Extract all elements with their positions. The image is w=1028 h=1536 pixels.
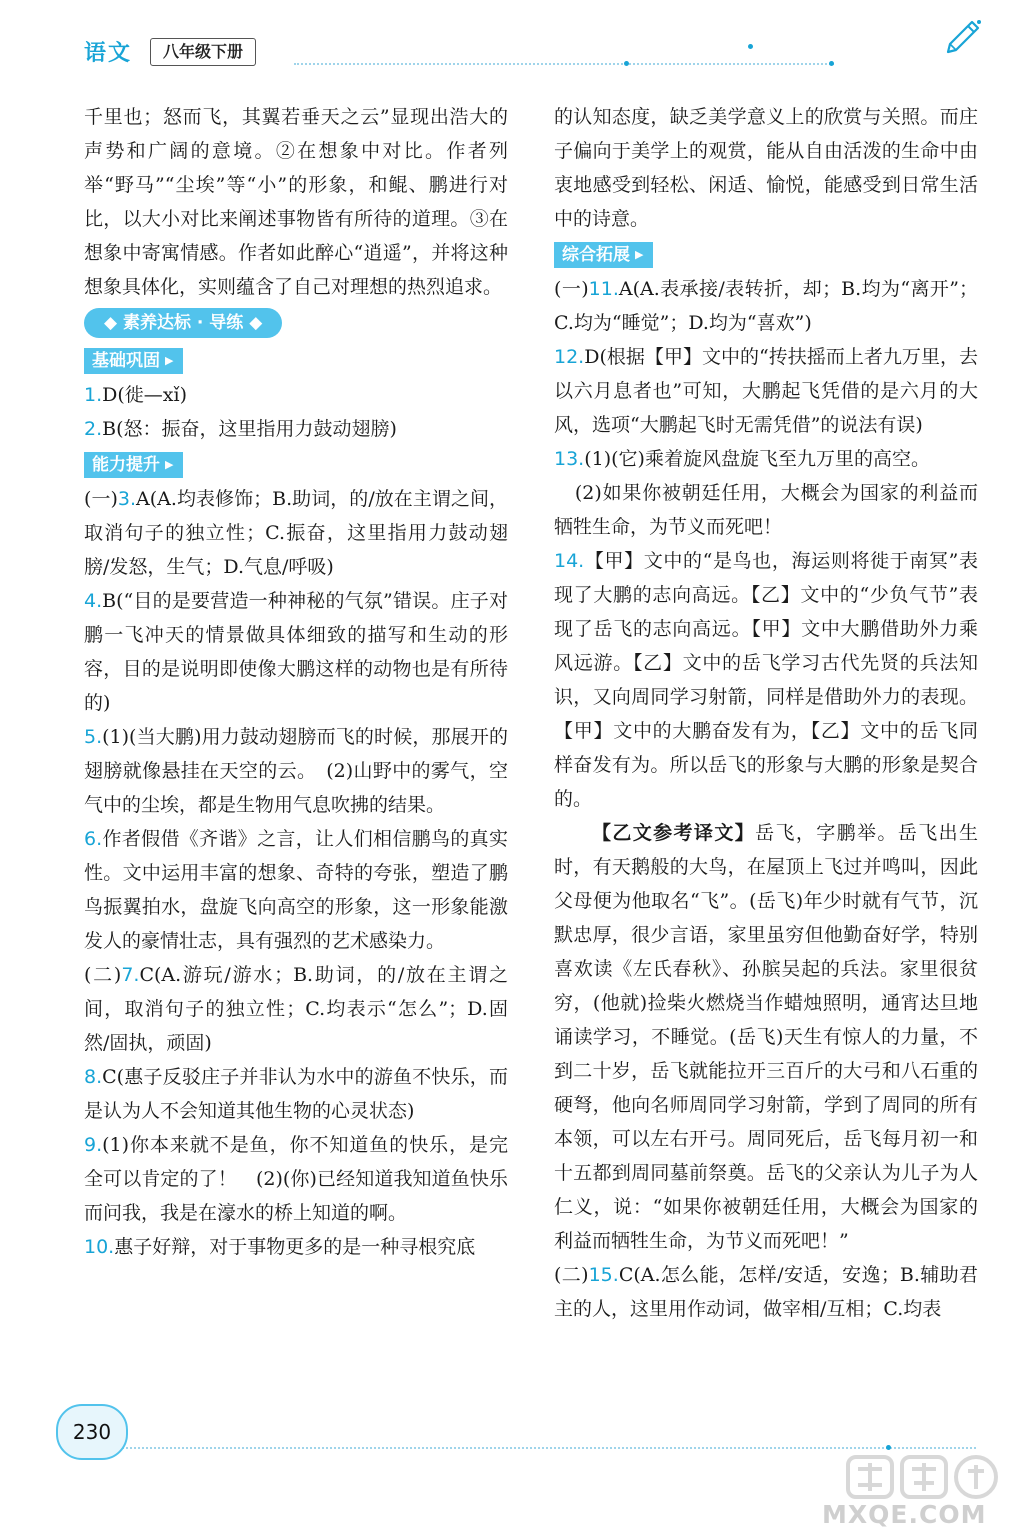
- translation-title: 【乙文参考译文】: [592, 822, 756, 844]
- item-text: C(A.怎么能，怎样/安适，安逸；B.辅助君主的人，这里用作动词，做宰相/互相；C.均表: [554, 1264, 978, 1320]
- group-prefix: (二): [554, 1264, 589, 1286]
- item-number: 5.: [84, 726, 103, 748]
- answer-item: [554, 272, 978, 340]
- item-text: 惠子好辩，对于事物更多的是一种寻根究底: [114, 1236, 476, 1258]
- group-prefix: (一): [84, 488, 118, 510]
- item-text: C(惠子反驳庄子并非认为水中的游鱼不快乐，而是认为人不会知道其他生物的心灵状态): [84, 1066, 508, 1122]
- item-number: 12.: [554, 346, 585, 368]
- item-number: 14.: [554, 550, 585, 572]
- item-number: 13.: [554, 448, 585, 470]
- item-text: B(怒：振奋，这里指用力鼓动翅膀): [102, 418, 397, 440]
- section-tag-ability: [84, 452, 183, 478]
- triangle-right-icon: ▶: [635, 248, 644, 261]
- item-number: 1.: [84, 384, 103, 406]
- item-text: (1)(它)乘着旋风盘旋飞至九万里的高空。: [584, 448, 930, 470]
- item-text: 作者假借《齐谐》之言，让人们相信鹏鸟的真实性。文中运用丰富的想象、奇特的夸张，塑造了鹏鸟振翼拍水，盘旋飞向高空的形象，这一形象能激发人的豪情壮志，具有强烈的艺术感染力。: [84, 828, 508, 952]
- watermark-text: MXQE.COM: [822, 1500, 987, 1529]
- section-tag-label: 能力提升: [92, 455, 160, 475]
- grade-label: 八年级下册: [150, 38, 256, 66]
- header-dot: [748, 44, 753, 49]
- item-text: (1)(当大鹏)用力鼓动翅膀而飞的时候，那展开的翅膀就像悬挂在天空的云。 (2)山野中的雾气，空气中的尘埃，都是生物用气息吹拂的结果。: [84, 726, 508, 816]
- answer-item: [84, 720, 508, 822]
- item-number: 10.: [84, 1236, 115, 1258]
- answer-item-continued: (2)如果你被朝廷任用，大概会为国家的利益而牺牲生命，为节义而死吧！: [554, 482, 978, 538]
- item-text: B(“目的是要营造一种神秘的气氛”错误。庄子对鹏一飞冲天的情景做具体细致的描写和生动的形容，目的是说明即使像大鹏这样的动物也是有所待的): [84, 590, 508, 714]
- answer-item: [84, 1128, 508, 1230]
- triangle-right-icon: ▶: [165, 458, 174, 471]
- answer-item: [84, 482, 508, 584]
- footer-dot: [886, 1445, 891, 1450]
- section-tag-extend: [554, 242, 653, 268]
- answer-item: [84, 1230, 508, 1264]
- translation-paragraph: [554, 816, 978, 1258]
- section-tag-basic: [84, 348, 183, 374]
- item-text: C(A.游玩/游水；B.助词，的/放在主谓之间，取消句子的独立性；C.均表示“怎么”；D.固然/固执，顽固): [84, 964, 508, 1054]
- left-column: [84, 100, 508, 1264]
- item-text: 【甲】文中的“是鸟也，海运则将徙于南冥”表现了大鹏的志向高远。【乙】文中的“少负气节”表现了岳飞的志向高远。【甲】文中大鹏借助外力乘风远游。【乙】文中的岳飞学习古代先贤的兵法知识，又向周同学习射箭，同样是借助外力的表现。【甲】文中的大鹏奋发有为，【乙】文中的岳飞同样奋发有为。所以岳飞的形象与大鹏的形象是契合的。: [554, 550, 978, 810]
- section-tag-label: 综合拓展: [562, 245, 630, 265]
- answer-item: [554, 340, 978, 442]
- subject-label: 语文: [84, 41, 133, 66]
- section-tag-label: 基础巩固: [92, 351, 160, 371]
- item-text: A(A.均表修饰；B.助词，的/放在主谓之间，取消句子的独立性；C.振奋，这里指用力鼓动翅膀/发怒，生气；D.气息/呼吸): [84, 488, 508, 578]
- header-dot: [829, 61, 834, 66]
- item-number: 3.: [117, 488, 137, 510]
- right-column: [554, 100, 978, 1326]
- item-number: 4.: [84, 590, 103, 612]
- item-text: D(根据【甲】文中的“抟扶摇而上者九万里，去以六月息者也”可知，大鹏起飞凭借的是六月的大风，选项“大鹏起飞时无需凭借”的说法有误): [554, 346, 978, 436]
- item-number: 9.: [84, 1134, 103, 1156]
- page-number: 230: [56, 1404, 128, 1460]
- section-banner: ◆ 素养达标 · 导练 ◆: [84, 308, 282, 338]
- page-header: [84, 36, 1004, 72]
- answer-item: [84, 378, 508, 412]
- paragraph: 的认知态度，缺乏美学意义上的欣赏与关照。而庄子偏向于美学上的观赏，能从自由活泼的生命中由衷地感受到轻松、闲适、愉悦，能感受到日常生活中的诗意。: [554, 106, 978, 230]
- translation-text: 岳飞，字鹏举。岳飞出生时，有天鹅般的大鸟，在屋顶上飞过并鸣叫，因此父母便为他取名“飞”。(岳飞)年少时就有气节，沉默忠厚，很少言语，家里虽穷但他勤奋好学，特别喜欢读《左氏春秋》、孙膑吴起的兵法。家里很贫穷，(他就)捡柴火燃烧当作蜡烛照明，通宵达旦地诵读学习，不睡觉。(岳飞)天生有惊人的力量，不到二十岁，岳飞就能拉开三百斤的大弓和八石重的硬弩，他向名师周同学习射箭，学到了周同的所有本领，可以左右开弓。周同死后，岳飞每月初一和十五都到周同墓前祭奠。岳飞的父亲认为儿子为人仁义，说：“如果你被朝廷任用，大概会为国家的利益而牺牲生命，为节义而死吧！”: [554, 822, 978, 1252]
- item-text: (1)你本来就不是鱼，你不知道鱼的快乐，是完全可以肯定的了！ (2)(你)已经知道我知道鱼快乐而问我，我是在濠水的桥上知道的啊。: [84, 1134, 508, 1224]
- answer-item: [554, 442, 978, 476]
- answer-item: [554, 544, 978, 816]
- answer-item: [84, 1060, 508, 1128]
- triangle-right-icon: ▶: [165, 354, 174, 367]
- footer-dotted-line: [118, 1447, 976, 1449]
- item-number: 7.: [121, 964, 140, 986]
- answer-item: [84, 958, 508, 1060]
- group-prefix: (二): [84, 964, 122, 986]
- item-text: A(A.表承接/表转折，却；B.均为“离开”；C.均为“睡觉”；D.均为“喜欢”): [554, 278, 979, 334]
- pen-icon: [942, 18, 982, 58]
- paragraph: 千里也；怒而飞，其翼若垂天之云”显现出浩大的声势和广阔的意境。②在想象中对比。作者列举“野马”“尘埃”等“小”的形象，和鲲、鹏进行对比，以大小对比来阐述事物皆有所待的道理。③在想象中寄寓情感。作者如此醉心“逍遥”，并将这种想象具体化，实则蕴含了自己对理想的热烈追求。: [84, 106, 508, 298]
- answer-item: [84, 412, 508, 446]
- header-dot: [624, 61, 629, 66]
- group-prefix: (一): [554, 278, 589, 300]
- item-text: D(徙—xǐ): [102, 384, 187, 406]
- header-dotted-line: [294, 63, 834, 65]
- answer-item: [554, 1258, 978, 1326]
- answer-item: [84, 822, 508, 958]
- item-number: 6.: [84, 828, 103, 850]
- item-number: 11.: [588, 278, 619, 300]
- item-number: 8.: [84, 1066, 103, 1088]
- answer-item: [84, 584, 508, 720]
- item-number: 2.: [84, 418, 103, 440]
- item-number: 15.: [588, 1264, 619, 1286]
